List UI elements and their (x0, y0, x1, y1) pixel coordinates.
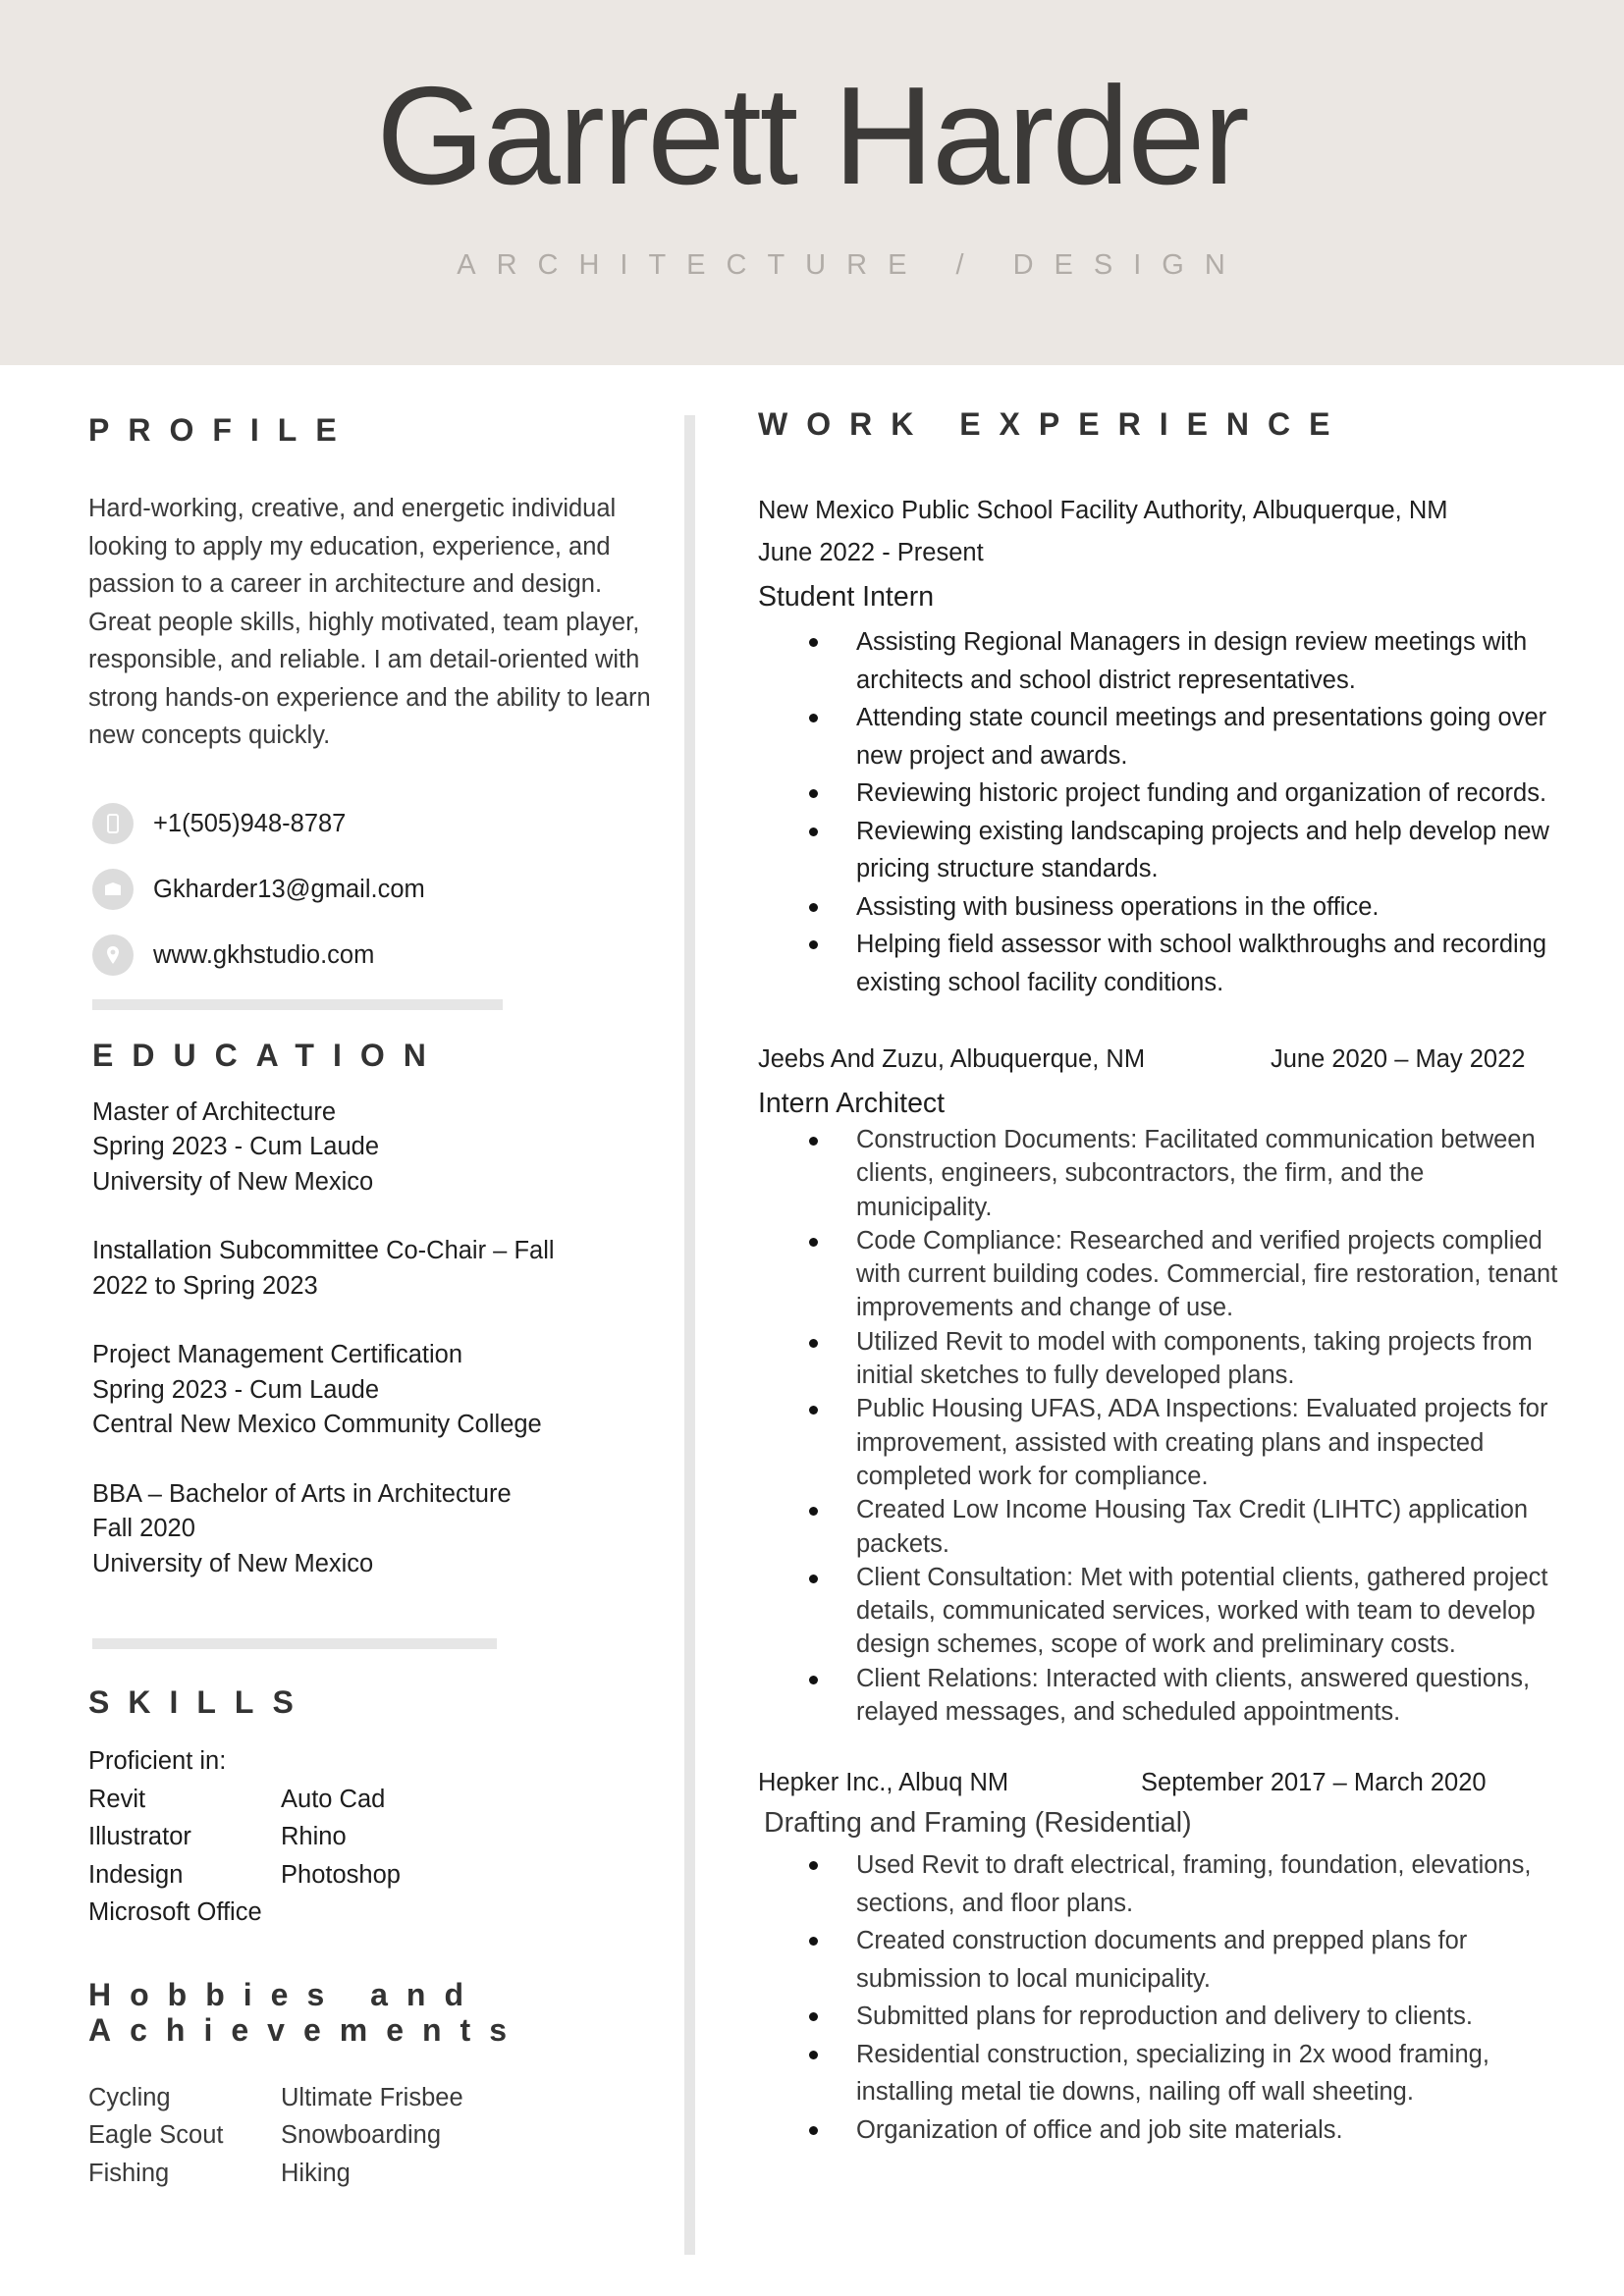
website-link[interactable]: www.gkhstudio.com (153, 940, 375, 969)
job-bullet: Assisting Regional Managers in design review meetings with architects and school district representatives. (758, 623, 1563, 699)
job-bullet: Attending state council meetings and presentations going over new project and awards. (758, 699, 1563, 774)
work-heading: WORK EXPERIENCE (758, 406, 1349, 442)
education-line: Fall 2020 (92, 1515, 195, 1542)
skill-item: Illustrator (88, 1823, 191, 1850)
hobby-item: Eagle Scout (88, 2121, 224, 2149)
hobbies-heading-line: Achievements (88, 2011, 525, 2048)
job-bullet: Organization of office and job site materials. (758, 2111, 1563, 2150)
education-line: Master of Architecture (92, 1097, 337, 1126)
job-company: Jeebs And Zuzu, Albuquerque, NM (758, 1045, 1146, 1073)
education-entry (92, 1338, 668, 1443)
skill-item: Rhino (281, 1823, 347, 1850)
job-entry (758, 1766, 1563, 2149)
hobby-item: Fishing (88, 2159, 170, 2187)
job-bullet: Reviewing existing landscaping projects and help develop new pricing structure standards. (758, 813, 1563, 888)
job-dates: June 2020 – May 2022 (1271, 1045, 1526, 1073)
hobbies-grid (88, 2079, 668, 2193)
skills-heading: SKILLS (88, 1684, 312, 1720)
location-pin-icon (92, 934, 134, 976)
right-column (758, 406, 1563, 2149)
left-column (88, 412, 668, 2192)
hobbies-heading-line: Hobbies and (88, 1976, 483, 2012)
job-bullet: Residential construction, specializing in 2x wood framing, installing metal tie downs, nailing off wall sheeting. (758, 2036, 1563, 2111)
job-company: Hepker Inc., Albuq NM (758, 1769, 1009, 1797)
skill-item: Microsoft Office (88, 1898, 262, 1926)
profile-heading: PROFILE (88, 412, 355, 448)
header-banner (0, 0, 1624, 365)
job-entry (758, 490, 1563, 1001)
job-header-line (758, 1042, 1563, 1076)
job-title: Drafting and Framing (Residential) (764, 1807, 1192, 1840)
column-divider (684, 415, 695, 2255)
education-heading: EDUCATION (92, 1037, 445, 1073)
job-bullet: Utilized Revit to model with components, taking projects from initial sketches to fully developed plans. (758, 1325, 1563, 1393)
skills-grid (88, 1781, 668, 1932)
job-bullet: Client Consultation: Met with potential clients, gathered project details, communicated services, worked with team to develop design schemes, scope of work and preliminary costs. (758, 1561, 1563, 1662)
job-bullets (758, 1846, 1563, 2149)
education-line: BBA – Bachelor of Arts in Architecture (92, 1479, 512, 1508)
job-bullet: Submitted plans for reproduction and delivery to clients. (758, 1998, 1563, 2036)
job-entry (758, 1042, 1563, 1729)
job-bullet: Used Revit to draft electrical, framing, foundation, elevations, sections, and floor plans. (758, 1846, 1563, 1922)
job-bullets (758, 623, 1563, 1001)
skill-item: Revit (88, 1785, 146, 1813)
contact-email (92, 868, 668, 912)
job-bullet: Helping field assessor with school walkthroughs and recording existing school facility conditions. (758, 926, 1563, 1001)
education-line: University of New Mexico (92, 1167, 374, 1196)
education-entry (92, 1095, 668, 1201)
phone-number[interactable]: +1(505)948-8787 (153, 809, 347, 837)
job-bullet: Construction Documents: Facilitated communication between clients, engineers, subcontractors, the firm, and the municipality. (758, 1123, 1563, 1224)
job-bullet: Assisting with business operations in the office. (758, 888, 1563, 927)
contact-list (88, 802, 668, 978)
hobby-item: Hiking (281, 2159, 351, 2187)
contact-phone (92, 802, 668, 846)
hobbies-heading (88, 1977, 668, 2048)
job-header-line (758, 1766, 1563, 1799)
job-dates: September 2017 – March 2020 (1141, 1769, 1487, 1797)
hobby-item: Ultimate Frisbee (281, 2083, 463, 2111)
skill-item: Auto Cad (281, 1785, 386, 1813)
education-line: Project Management Certification (92, 1341, 463, 1368)
candidate-subtitle: ARCHITECTURE / DESIGN (457, 249, 1246, 281)
hobby-item: Snowboarding (281, 2121, 442, 2149)
candidate-name: Garrett Harder (376, 58, 1248, 214)
section-rule (92, 999, 503, 1010)
education-line: Spring 2023 - Cum Laude (92, 1375, 380, 1404)
job-dates: June 2022 - Present (758, 539, 984, 566)
education-entry (92, 1234, 603, 1304)
job-bullet: Code Compliance: Researched and verified projects complied with current building codes. Commercial, fire restoration, tenant improvements and change of use. (758, 1224, 1563, 1325)
education-line: Spring 2023 - Cum Laude (92, 1133, 380, 1160)
skill-item: Indesign (88, 1860, 184, 1889)
section-rule (92, 1638, 497, 1649)
job-bullet: Public Housing UFAS, ADA Inspections: Evaluated projects for improvement, assisted with creating plans and inspected completed work for compliance. (758, 1392, 1563, 1493)
job-bullet: Reviewing historic project funding and organization of records. (758, 774, 1563, 813)
job-bullet: Client Relations: Interacted with clients, answered questions, relayed messages, and scheduled appointments. (758, 1662, 1563, 1730)
education-line: Installation Subcommittee Co-Chair – Fall 2022 to Spring 2023 (92, 1237, 555, 1300)
education-line: University of New Mexico (92, 1549, 374, 1577)
skills-intro: Proficient in: (88, 1747, 227, 1775)
hobby-item: Cycling (88, 2083, 171, 2111)
education-line: Central New Mexico Community College (92, 1411, 542, 1438)
job-bullets (758, 1123, 1563, 1729)
skill-item: Photoshop (281, 1860, 401, 1889)
mail-icon (92, 869, 134, 910)
job-bullet: Created Low Income Housing Tax Credit (LIHTC) application packets. (758, 1493, 1563, 1561)
phone-icon (92, 803, 134, 844)
job-bullet: Created construction documents and prepped plans for submission to local municipality. (758, 1922, 1563, 1998)
education-entry (92, 1477, 668, 1582)
job-company: New Mexico Public School Facility Authority, Albuquerque, NM (758, 497, 1448, 524)
job-title: Student Intern (758, 581, 935, 613)
education-list (92, 1095, 668, 1582)
email-address[interactable]: Gkharder13@gmail.com (153, 875, 425, 903)
contact-website (92, 934, 668, 978)
profile-text: Hard-working, creative, and energetic individual looking to apply my education, experience, and passion to a career in architecture and design. Great people skills, highly motivated, team player, responsible, and reliable. I am detail-oriented with strong hands-on experience and the ability to learn new concepts quickly. (88, 495, 651, 749)
job-title: Intern Architect (758, 1088, 946, 1119)
